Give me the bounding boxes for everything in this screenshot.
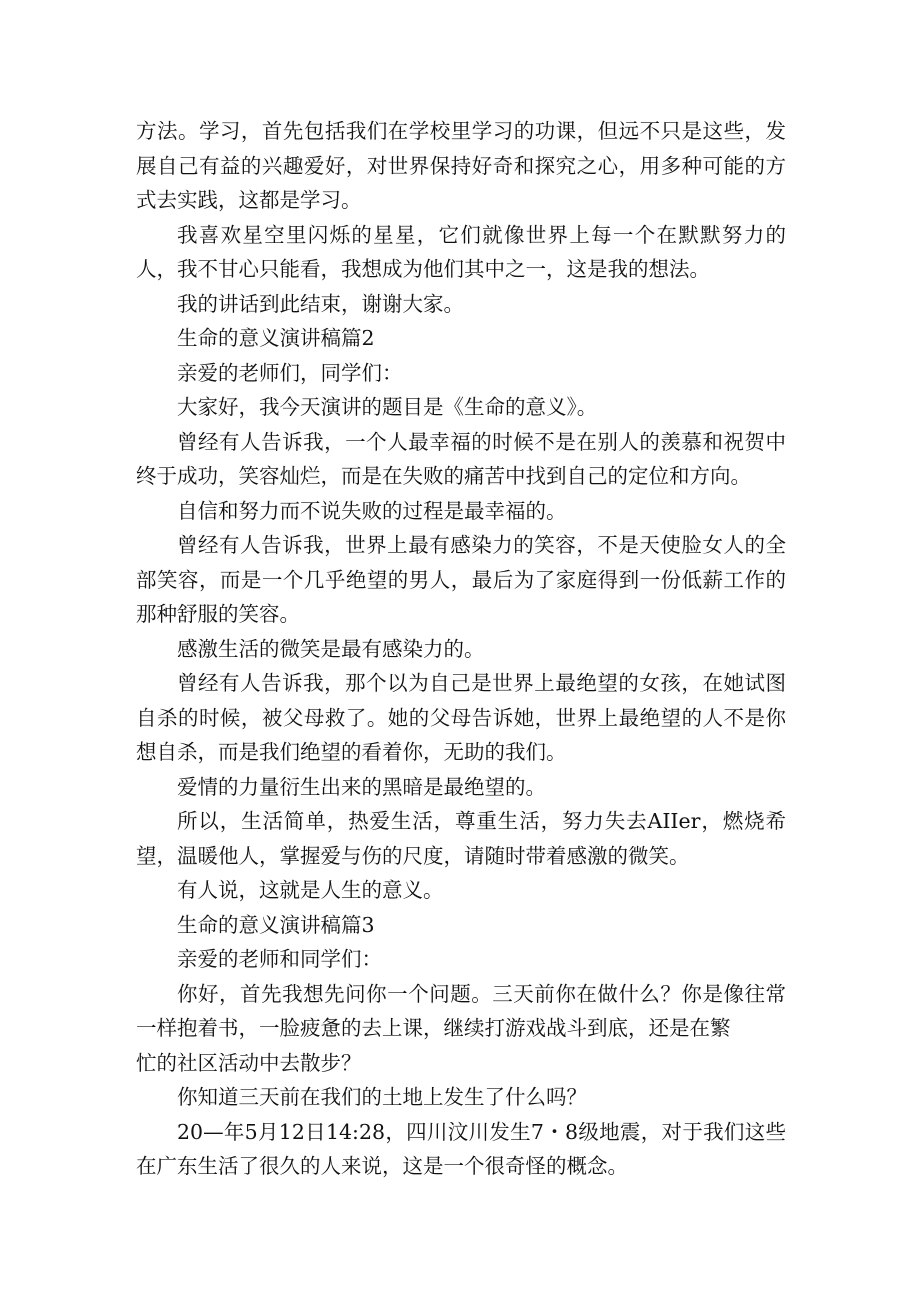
paragraph: 所以，生活简单，热爱生活，尊重生活，努力失去AIIer，燃烧希望，温暖他人，掌握爱与伤的尺度，请随时带着感激的微笑。 <box>136 809 786 868</box>
paragraph: 曾经有人告诉我，世界上最有感染力的笑容，不是天使脸女人的全部笑容，而是一个几乎绝望的男人，最后为了家庭得到一份低薪工作的那种舒服的笑容。 <box>136 533 786 626</box>
section-heading: 生命的意义演讲稿篇2 <box>177 326 375 350</box>
salutation: 亲爱的老师们，同学们： <box>177 360 403 385</box>
paragraph: 大家好，我今天演讲的题目是《生命的意义》。 <box>177 395 598 419</box>
paragraph: 爱情的力量衍生出来的黑暗是最绝望的。 <box>177 774 546 799</box>
paragraph: 你知道三天前在我们的土地上发生了什么吗？ <box>177 1085 587 1109</box>
paragraph-continued: 方法。学习，首先包括我们在学校里学习的功课，但远不只是这些，发展自己有益的兴趣爱好，对世界保持好奇和探究之心，用多种可能的方式去实践，这都是学习。 <box>136 119 786 212</box>
paragraph: 感激生活的微笑是最有感染力的。 <box>177 636 485 661</box>
document-body <box>136 114 786 1184</box>
paragraph: 有人说，这就是人生的意义。 <box>177 878 444 902</box>
salutation: 亲爱的老师和同学们： <box>177 947 382 971</box>
paragraph: 20—年5月12日14:28，四川汶川发生7・8级地震，对于我们这些在广东生活了很久的人来说，这是一个很奇怪的概念。 <box>136 1119 786 1178</box>
paragraph: 我的讲话到此结束，谢谢大家。 <box>177 291 464 316</box>
paragraph: 我喜欢星空里闪烁的星星，它们就像世界上每一个在默默努力的人，我不甘心只能看，我想成为他们其中之一，这是我的想法。 <box>136 222 786 281</box>
paragraph: 曾经有人告诉我，那个以为自己是世界上最绝望的女孩，在她试图自杀的时候，被父母救了。她的父母告诉她，世界上最绝望的人不是你想自杀，而是我们绝望的看着你，无助的我们。 <box>136 671 786 764</box>
paragraph: 曾经有人告诉我，一个人最幸福的时候不是在别人的羡慕和祝贺中终于成功，笑容灿烂，而是在失败的痛苦中找到自己的定位和方向。 <box>136 429 786 488</box>
paragraph: 你好，首先我想先问你一个问题。三天前你在做什么？你是像往常一样抱着书，一脸疲惫的去上课，继续打游戏战斗到底，还是在繁 <box>136 981 786 1040</box>
section-heading: 生命的意义演讲稿篇3 <box>177 912 375 937</box>
paragraph: 自信和努力而不说失败的过程是最幸福的。 <box>177 498 567 523</box>
paragraph-continued: 忙的社区活动中去散步？ <box>136 1050 362 1075</box>
